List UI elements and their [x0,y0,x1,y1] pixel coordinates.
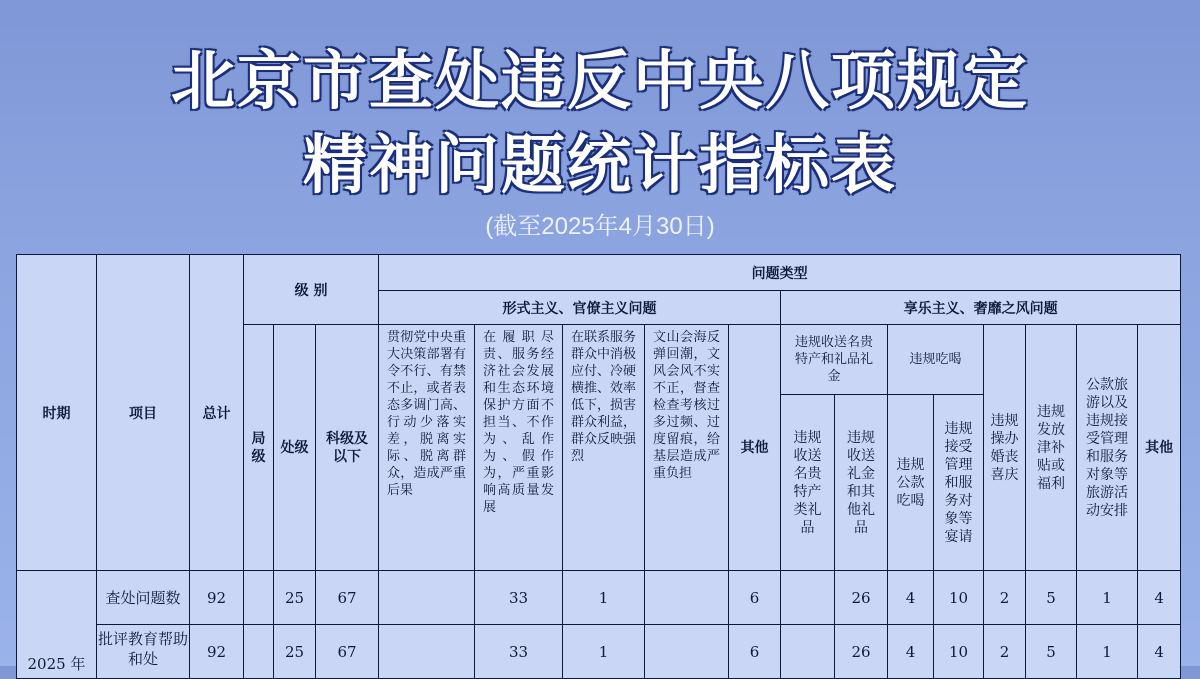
item-cell: 查处问题数 [97,571,190,625]
header-formalism-1: 贯彻党中央重大决策部署有令不行、有禁不止，或者表态多调门高、行动少落实差，脱离实际、脱离群众，造成严重后果 [379,325,475,571]
section-cell: 67 [316,625,379,679]
h-other-cell: 4 [1138,571,1181,625]
table-row [17,571,1181,625]
header-item: 项目 [97,255,190,571]
gift2-cell: 26 [835,571,888,625]
travel-cell: 1 [1077,625,1138,679]
eat2-cell: 10 [934,625,984,679]
f4-cell [645,571,729,625]
eat1-cell: 4 [888,571,934,625]
header-bureau: 局级 [244,325,274,571]
wedding-cell: 2 [984,571,1026,625]
header-problem-type: 问题类型 [379,255,1181,291]
f3-cell: 1 [563,625,645,679]
gift1-cell [781,625,835,679]
section-cell: 67 [316,571,379,625]
bureau-cell [244,571,274,625]
division-cell: 25 [274,625,316,679]
header-formalism-2: 在履职尽责、服务经济社会发展和生态环境保护方面不担当、不作为、乱作为、假作为，严重影响高质量发展 [475,325,563,571]
subsidy-cell: 5 [1026,625,1077,679]
header-gift-group: 违规收送名贵特产和礼品礼金 [781,325,888,395]
table-row [17,625,1181,679]
header-eat-group: 违规吃喝 [888,325,984,395]
wedding-cell: 2 [984,625,1026,679]
total-cell: 92 [190,571,244,625]
f3-cell: 1 [563,571,645,625]
subsidy-cell: 5 [1026,571,1077,625]
f2-cell: 33 [475,571,563,625]
header-gift-2: 违规收送礼金和其他礼品 [835,395,888,571]
statistics-table [16,254,1181,679]
header-level: 级 别 [244,255,379,325]
header-eat-2: 违规接受管理和服务对象等宴请 [934,395,984,571]
travel-cell: 1 [1077,571,1138,625]
f-other-cell: 6 [729,625,781,679]
f4-cell [645,625,729,679]
total-cell: 92 [190,625,244,679]
header-total: 总计 [190,255,244,571]
header-eat-1: 违规公款吃喝 [888,395,934,571]
title-line-2: 精神问题统计指标表 [303,129,897,203]
bureau-cell [244,625,274,679]
header-subsidy: 违规发放津补贴或福利 [1026,325,1077,571]
f1-cell [379,571,475,625]
item-cell: 批评教育帮助和处 [97,625,190,679]
header-formalism-4: 文山会海反弹回潮，文风会风不实不正，督查检查考核过多过频、过度留痕，给基层造成严重负担 [645,325,729,571]
f-other-cell: 6 [729,571,781,625]
f2-cell: 33 [475,625,563,679]
division-cell: 25 [274,571,316,625]
h-other-cell: 4 [1138,625,1181,679]
date-subtitle: (截至2025年4月30日) [485,213,715,240]
header-hedonism: 享乐主义、奢靡之风问题 [781,291,1181,325]
header-formalism-3: 在联系服务群众中消极应付、冷硬横推、效率低下，损害群众利益，群众反映强烈 [563,325,645,571]
header-wedding: 违规操办婚丧喜庆 [984,325,1026,571]
gift1-cell [781,571,835,625]
header-formalism: 形式主义、官僚主义问题 [379,291,781,325]
gift2-cell: 26 [835,625,888,679]
period-cell: 2025 年 [17,571,97,679]
header-period: 时期 [17,255,97,571]
eat2-cell: 10 [934,571,984,625]
header-division: 处级 [274,325,316,571]
eat1-cell: 4 [888,625,934,679]
header-travel: 公款旅游以及违规接受管理和服务对象等旅游活动安排 [1077,325,1138,571]
header-hedonism-other: 其他 [1138,325,1181,571]
f1-cell [379,625,475,679]
header-section: 科级及以下 [316,325,379,571]
header-gift-1: 违规收送名贵特产类礼品 [781,395,835,571]
header-formalism-other: 其他 [729,325,781,571]
title-line-1: 北京市查处违反中央八项规定 [171,45,1029,119]
